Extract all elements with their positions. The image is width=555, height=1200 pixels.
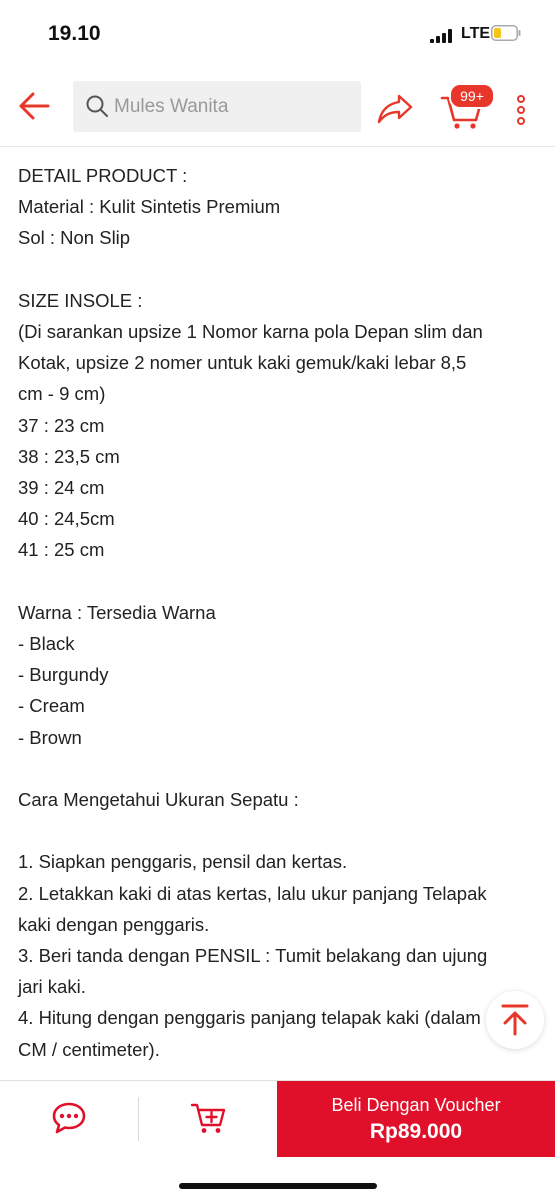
description-line	[18, 815, 538, 846]
cart-plus-icon	[190, 1101, 226, 1135]
buy-with-voucher-button[interactable]	[277, 1081, 555, 1157]
signal-icon	[430, 29, 456, 43]
description-line: 39 : 24 cm	[18, 477, 105, 499]
description-line: cm - 9 cm)	[18, 383, 106, 405]
search-input[interactable]	[73, 81, 361, 132]
description-line: Cara Mengetahui Ukuran Sepatu :	[18, 789, 299, 811]
network-label: LTE	[461, 25, 491, 42]
description-line: 4. Hitung dengan penggaris panjang telapak kaki (dalam	[18, 1007, 481, 1029]
description-line: - Black	[18, 633, 75, 655]
description-line: Kotak, upsize 2 nomer untuk kaki gemuk/kaki lebar 8,5	[18, 352, 467, 374]
description-line: SIZE INSOLE :	[18, 289, 143, 311]
bottom-action-bar	[0, 1080, 555, 1157]
status-time: 19.10	[48, 22, 101, 45]
description-line	[18, 254, 538, 285]
description-line: - Burgundy	[18, 664, 109, 686]
description-line: 41 : 25 cm	[18, 539, 105, 561]
scroll-top-button[interactable]	[486, 991, 544, 1049]
description-line: 1. Siapkan penggaris, pensil dan kertas.	[18, 851, 348, 873]
header-divider	[0, 146, 555, 147]
chat-button[interactable]	[0, 1081, 138, 1157]
description-line: Sol : Non Slip	[18, 227, 131, 249]
arrow-up-icon	[499, 1003, 531, 1037]
description-line: 37 : 23 cm	[18, 414, 105, 436]
buy-price: Rp89.000	[369, 1120, 463, 1143]
chat-icon	[51, 1101, 87, 1135]
status-bar	[0, 0, 555, 70]
description-line: 3. Beri tanda dengan PENSIL : Tumit belakang dan ujung	[18, 945, 488, 967]
description-line	[18, 753, 538, 784]
search-icon	[85, 94, 109, 118]
product-description	[18, 160, 538, 1065]
description-line: Material : Kulit Sintetis Premium	[18, 196, 281, 218]
add-to-cart-button[interactable]	[139, 1081, 277, 1157]
more-vertical-icon[interactable]	[510, 90, 532, 130]
description-line: kaki dengan penggaris.	[18, 913, 210, 935]
description-line: 2. Letakkan kaki di atas kertas, lalu ukur panjang Telapak	[18, 882, 487, 904]
share-icon[interactable]	[375, 88, 415, 128]
description-line: - Cream	[18, 695, 85, 717]
description-line: - Brown	[18, 726, 82, 748]
home-indicator	[179, 1183, 377, 1189]
description-line: 38 : 23,5 cm	[18, 445, 120, 467]
description-line: 40 : 24,5cm	[18, 508, 115, 530]
description-line: Warna : Tersedia Warna	[18, 601, 216, 623]
buy-label: Beli Dengan Voucher	[331, 1095, 501, 1115]
description-line	[18, 566, 538, 597]
description-line: (Di sarankan upsize 1 Nomor karna pola Depan slim dan	[18, 321, 483, 342]
description-line: DETAIL PRODUCT :	[18, 165, 188, 186]
description-line: jari kaki.	[18, 976, 86, 998]
search-placeholder: Mules Wanita	[114, 96, 229, 117]
back-arrow-icon[interactable]	[14, 86, 54, 126]
cart-badge: 99+	[449, 83, 495, 109]
description-line: CM / centimeter).	[18, 1038, 160, 1060]
battery-icon	[491, 25, 521, 41]
